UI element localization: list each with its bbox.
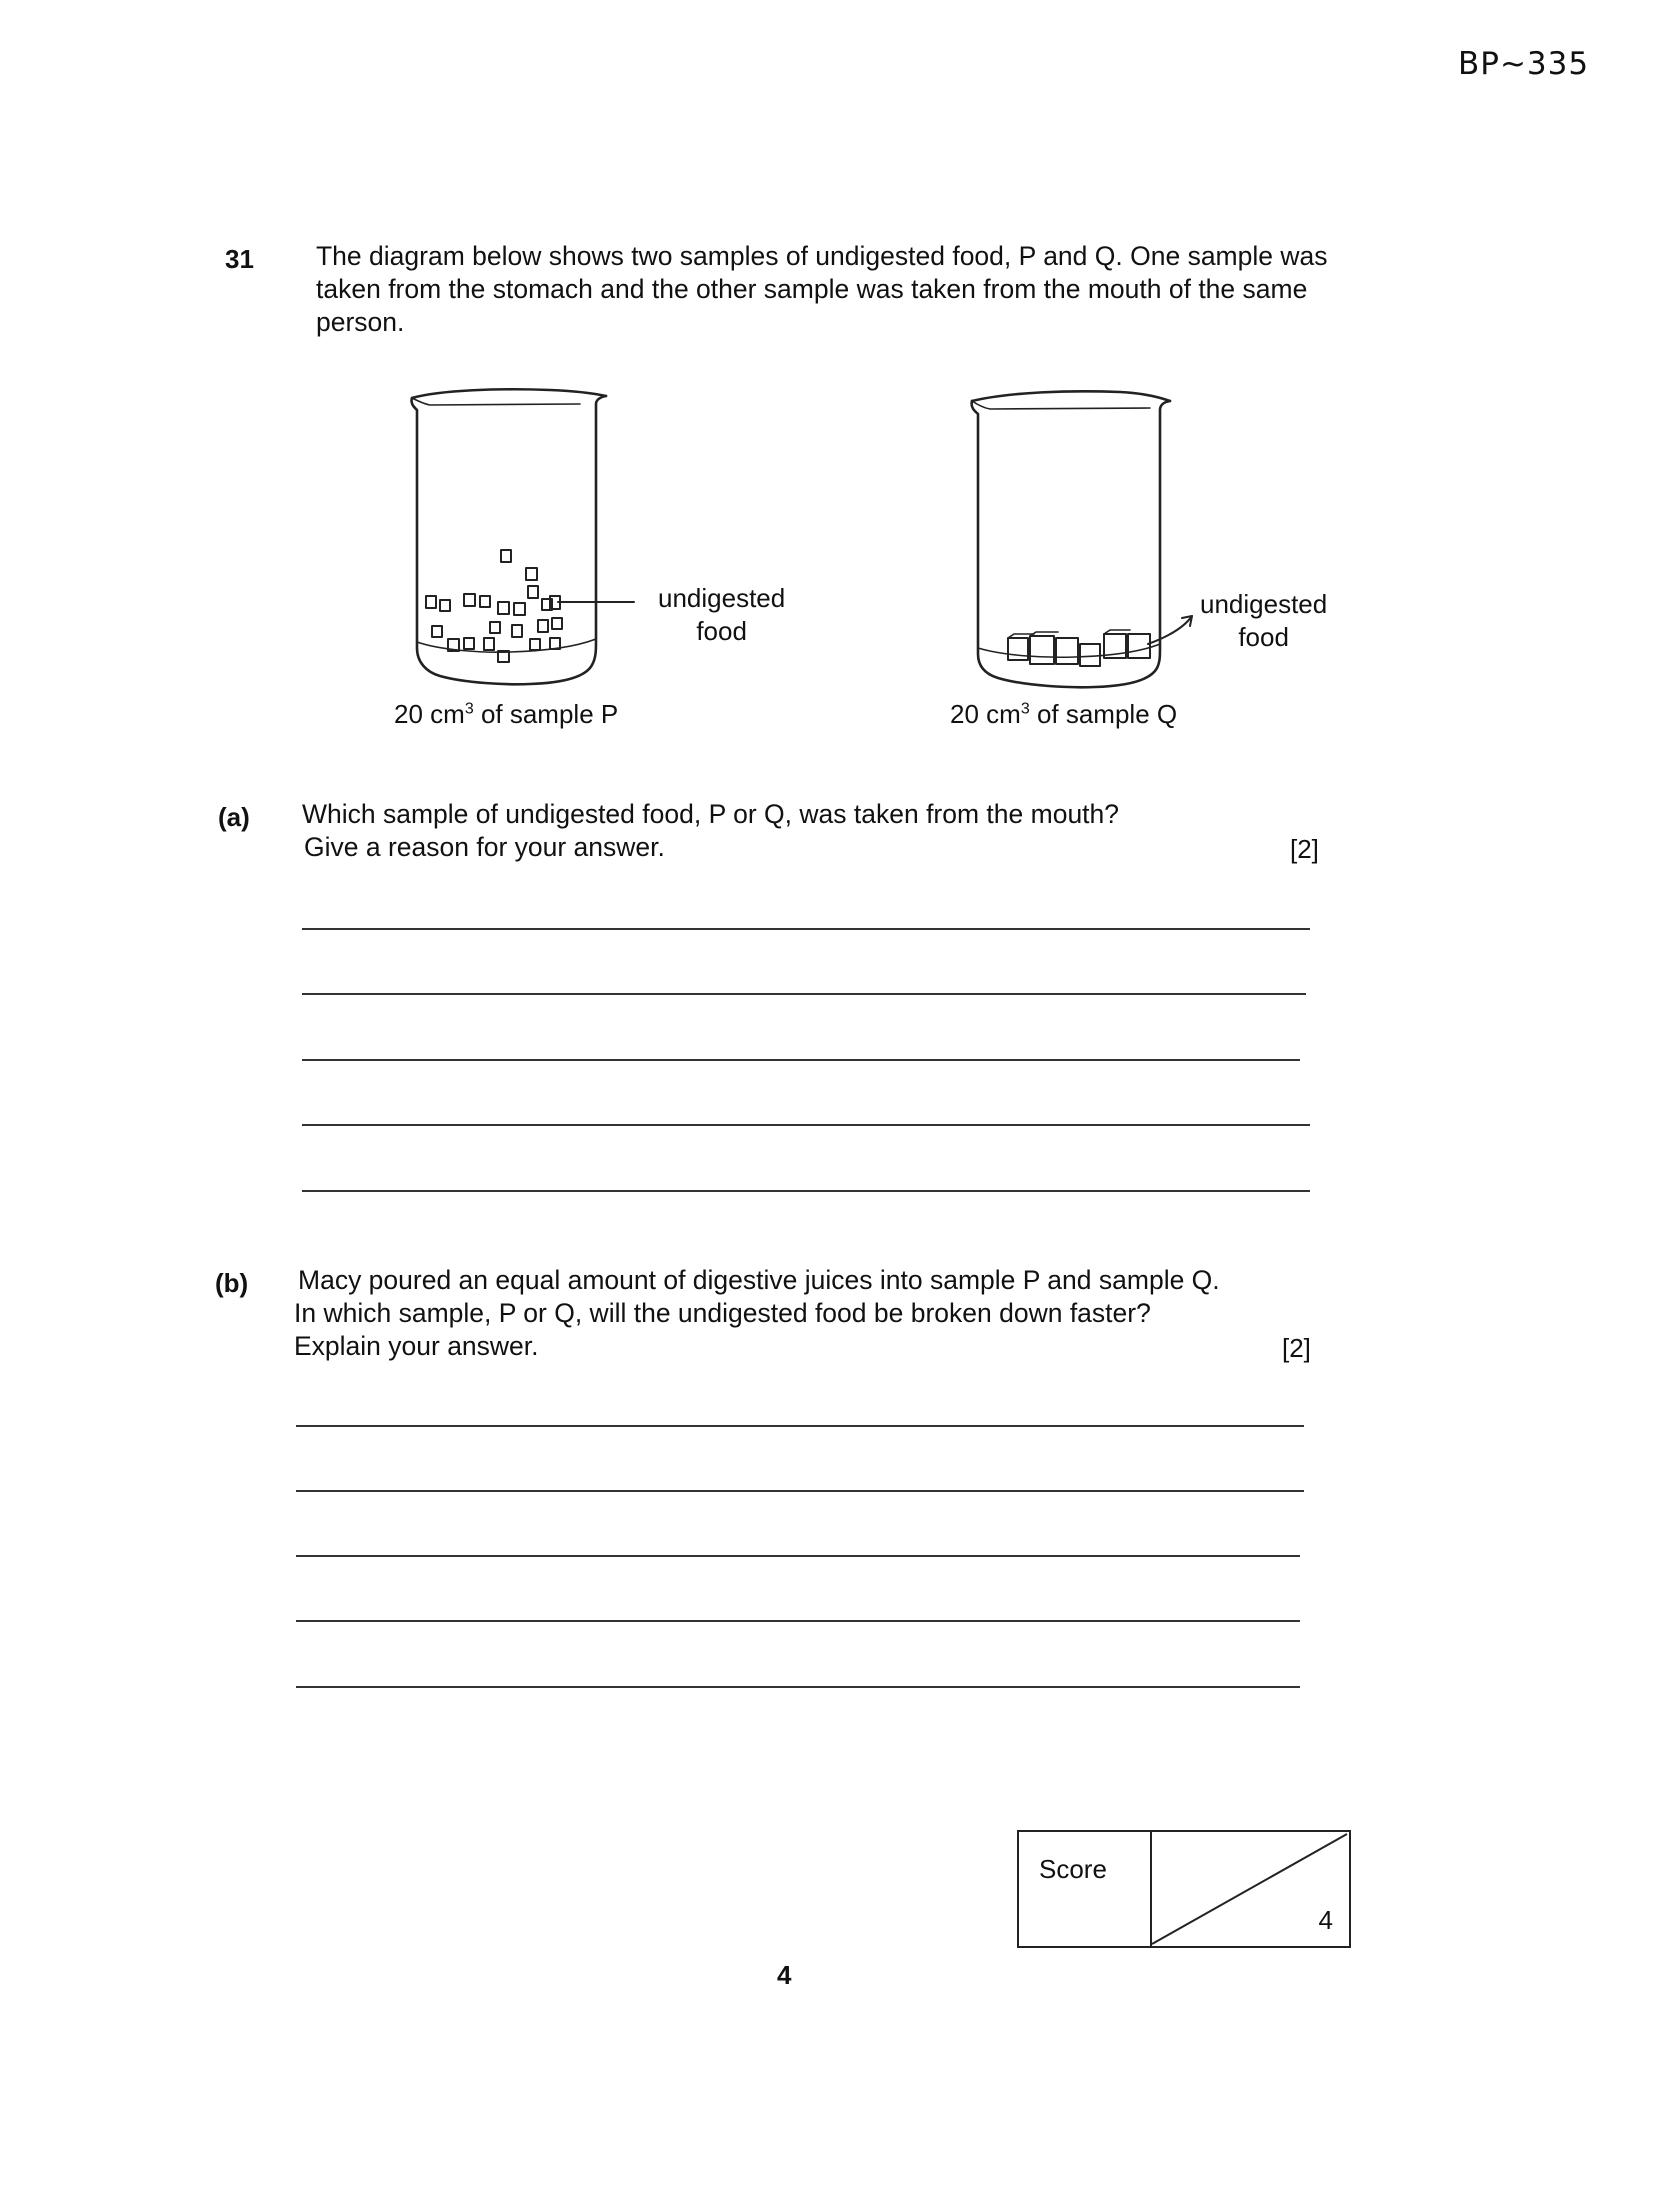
beaker-p-pointer-label xyxy=(658,582,785,648)
score-box xyxy=(1017,1830,1351,1948)
question-number: 31 xyxy=(225,244,254,274)
part-a-label: (a) xyxy=(218,802,250,832)
part-b-answer-line-3[interactable] xyxy=(296,1555,1300,1557)
beaker-p-caption-prefix: 20 cm xyxy=(394,699,465,729)
part-a-answer-line-5[interactable] xyxy=(302,1190,1310,1192)
beaker-p-caption-sup: 3 xyxy=(464,700,474,718)
beaker-q-caption-sup: 3 xyxy=(1020,700,1030,718)
beaker-p-food-particles xyxy=(426,550,562,662)
question-text: The diagram below shows two samples of undigested food, P and Q. One sample was taken from the stomach and the other sample was taken from the mouth of the same person. xyxy=(316,241,1328,337)
beaker-p-pointer-label-line2: food xyxy=(696,616,747,646)
beaker-q-caption-suffix: of sample Q xyxy=(1029,699,1178,729)
page-code: BP~335 xyxy=(1458,46,1590,82)
part-b-line3: Explain your answer. xyxy=(294,1331,539,1361)
page-number: 4 xyxy=(777,1960,792,1990)
part-b-answer-line-1[interactable] xyxy=(296,1425,1304,1427)
beaker-q-pointer-label-line1: undigested xyxy=(1200,589,1328,619)
score-total: 4 xyxy=(1318,1905,1333,1935)
part-b-answer-line-2[interactable] xyxy=(296,1490,1304,1492)
part-a-line1: Which sample of undigested food, P or Q, was taken from the mouth? xyxy=(302,799,1120,829)
beaker-diagram xyxy=(380,360,1400,760)
part-a-answer-line-3[interactable] xyxy=(302,1059,1300,1061)
part-a-answer-line-1[interactable] xyxy=(302,928,1310,930)
beaker-q-food-particles xyxy=(1008,630,1150,666)
score-label: Score xyxy=(1039,1854,1107,1884)
part-b-marks: [2] xyxy=(1282,1333,1311,1363)
beaker-p-pointer-label-line1: undigested xyxy=(658,583,786,613)
beaker-p-outline xyxy=(412,389,606,684)
beaker-q-outline xyxy=(972,391,1170,687)
beaker-q-caption-prefix: 20 cm xyxy=(950,699,1021,729)
part-a-answer-line-2[interactable] xyxy=(302,993,1306,995)
beaker-q-caption xyxy=(950,698,1177,731)
beaker-q-pointer-label xyxy=(1200,588,1327,654)
part-a-line2: Give a reason for your answer. xyxy=(304,832,665,862)
beaker-p-caption-suffix: of sample P xyxy=(473,699,619,729)
beaker-p-caption xyxy=(394,698,618,731)
part-a-marks: [2] xyxy=(1290,834,1319,864)
beaker-q-pointer-label-line2: food xyxy=(1238,622,1289,652)
part-b-label: (b) xyxy=(215,1268,249,1298)
part-b-answer-line-4[interactable] xyxy=(296,1620,1300,1622)
part-b-answer-line-5[interactable] xyxy=(296,1686,1300,1688)
part-b-line1: Macy poured an equal amount of digestive juices into sample P and sample Q. xyxy=(298,1265,1220,1295)
part-a-answer-line-4[interactable] xyxy=(302,1124,1310,1126)
part-b-line2: In which sample, P or Q, will the undigested food be broken down faster? xyxy=(294,1298,1151,1328)
